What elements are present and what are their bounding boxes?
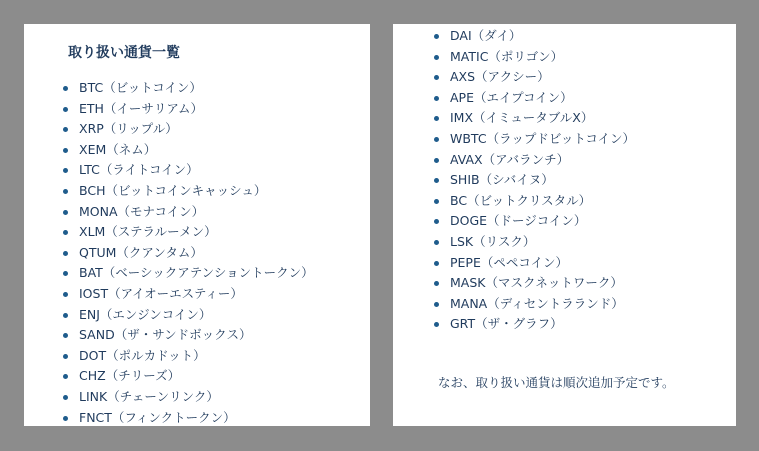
list-item: [60, 346, 314, 367]
bullet-icon: [434, 281, 439, 286]
list-item: [60, 181, 314, 202]
list-item: [60, 160, 314, 181]
list-item-label: MANA（ディセントラランド）: [450, 295, 624, 311]
list-item-label: MONA（モナコイン）: [79, 203, 205, 219]
list-item: [60, 99, 314, 120]
list-item: [60, 305, 314, 326]
list-item-label: LINK（チェーンリンク）: [79, 388, 219, 404]
list-item-label: BCH（ビットコインキャッシュ）: [79, 182, 267, 198]
list-item-label: WBTC（ラップドビットコイン）: [450, 130, 635, 146]
list-item: [431, 150, 635, 171]
list-item: [431, 26, 635, 47]
list-item-label: AXS（アクシー）: [450, 69, 550, 85]
list-item-label: MASK（マスクネットワーク）: [450, 275, 623, 291]
list-item: [60, 202, 314, 223]
list-item: [431, 88, 635, 109]
list-item: [431, 191, 635, 212]
list-item: [431, 67, 635, 88]
bullet-icon: [63, 86, 68, 91]
list-item: [60, 387, 314, 408]
list-item: [60, 78, 314, 99]
bullet-icon: [63, 416, 68, 421]
list-item-label: MATIC（ポリゴン）: [450, 48, 564, 64]
bullet-icon: [63, 251, 68, 256]
bullet-icon: [63, 107, 68, 112]
bullet-icon: [434, 178, 439, 183]
list-item-label: XLM（ステラルーメン）: [79, 224, 217, 240]
list-item-label: LSK（リスク）: [450, 233, 536, 249]
page-title: 取り扱い通貨一覧: [68, 45, 180, 61]
bullet-icon: [434, 55, 439, 60]
list-item: [60, 325, 314, 346]
list-item: [60, 408, 314, 427]
bullet-icon: [63, 210, 68, 215]
bullet-icon: [434, 199, 439, 204]
bullet-icon: [434, 240, 439, 245]
list-item-label: LTC（ライトコイン）: [79, 162, 199, 178]
list-item-label: ENJ（エンジンコイン）: [79, 306, 212, 322]
bullet-icon: [63, 148, 68, 153]
bullet-icon: [63, 333, 68, 338]
list-item: [431, 108, 635, 129]
list-item-label: SHIB（シバイヌ）: [450, 172, 554, 188]
list-item: [60, 284, 314, 305]
bullet-icon: [63, 395, 68, 400]
list-item-label: XEM（ネム）: [79, 141, 157, 157]
currency-list-left: [60, 78, 314, 426]
list-item: [431, 314, 635, 335]
bullet-icon: [434, 219, 439, 224]
bullet-icon: [434, 96, 439, 101]
list-item-label: DOGE（ドージコイン）: [450, 213, 587, 229]
currency-list-panel-left: [24, 24, 370, 426]
list-item-label: ETH（イーサリアム）: [79, 100, 204, 116]
bullet-icon: [63, 189, 68, 194]
list-item-label: CHZ（チリーズ）: [79, 368, 181, 384]
list-item-label: DOT（ポルカドット）: [79, 347, 206, 363]
bullet-icon: [434, 34, 439, 39]
bullet-icon: [434, 137, 439, 142]
bullet-icon: [434, 302, 439, 307]
list-item: [60, 222, 314, 243]
list-item-label: SAND（ザ・サンドボックス）: [79, 327, 252, 343]
list-item: [60, 119, 314, 140]
footnote: なお、取り扱い通貨は順次追加予定です。: [438, 375, 675, 390]
list-item: [60, 366, 314, 387]
list-item: [431, 294, 635, 315]
list-item-label: BTC（ビットコイン）: [79, 80, 202, 95]
list-item-label: BC（ビットクリスタル）: [450, 192, 592, 208]
list-item: [431, 273, 635, 294]
bullet-icon: [63, 354, 68, 359]
list-item: [431, 129, 635, 150]
bullet-icon: [63, 168, 68, 173]
list-item-label: FNCT（フィンクトークン）: [79, 409, 236, 425]
list-item: [431, 253, 635, 274]
currency-list-right: [431, 26, 635, 335]
list-item-label: GRT（ザ・グラフ）: [450, 316, 563, 332]
list-item: [431, 170, 635, 191]
list-item-label: XRP（リップル）: [79, 121, 178, 137]
bullet-icon: [434, 322, 439, 327]
list-item: [60, 243, 314, 264]
list-item: [431, 47, 635, 68]
list-item-label: APE（エイプコイン）: [450, 89, 573, 105]
list-item-label: IMX（イミュータブルX）: [450, 110, 594, 126]
bullet-icon: [63, 313, 68, 318]
list-item: [60, 263, 314, 284]
list-item-label: PEPE（ペペコイン）: [450, 254, 568, 270]
list-item: [431, 232, 635, 253]
bullet-icon: [63, 374, 68, 379]
list-item-label: IOST（アイオーエスティー）: [79, 285, 243, 301]
list-item-label: AVAX（アバランチ）: [450, 151, 570, 167]
bullet-icon: [63, 271, 68, 276]
list-item-label: QTUM（クアンタム）: [79, 244, 203, 260]
bullet-icon: [63, 230, 68, 235]
list-item: [60, 140, 314, 161]
bullet-icon: [63, 292, 68, 297]
list-item: [431, 211, 635, 232]
bullet-icon: [434, 261, 439, 266]
bullet-icon: [434, 158, 439, 163]
bullet-icon: [434, 116, 439, 121]
list-item-label: BAT（ベーシックアテンショントークン）: [79, 265, 314, 281]
list-item-label: DAI（ダイ）: [450, 28, 522, 43]
currency-list-panel-right: [393, 24, 736, 426]
bullet-icon: [434, 75, 439, 80]
bullet-icon: [63, 127, 68, 132]
